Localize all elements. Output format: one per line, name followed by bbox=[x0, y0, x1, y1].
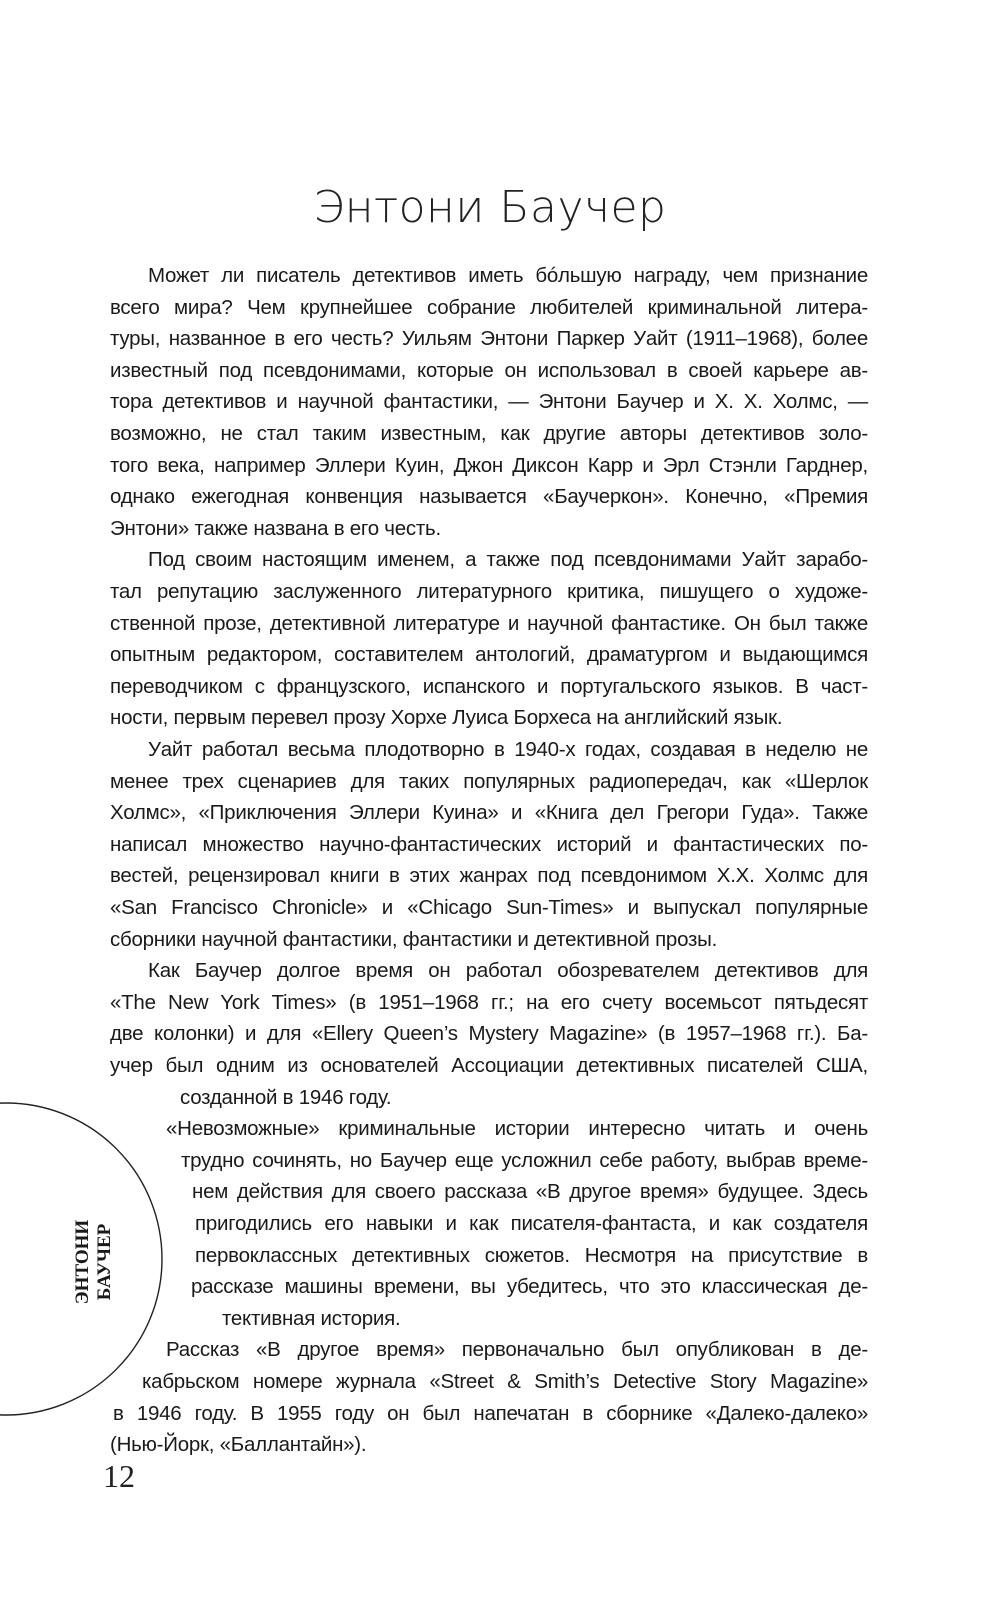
text-line: известный под псевдонимами, которые он использовал в своей карьере ав- bbox=[110, 358, 868, 382]
text-line: опытным редактором, составителем антологий, драматургом и выдающимся bbox=[110, 643, 868, 667]
side-author-label bbox=[72, 1212, 116, 1312]
text-line: тора детективов и научной фантастики, — Энтони Баучер и Х. Х. Холмс, — bbox=[110, 390, 868, 414]
text-line: переводчиком с французского, испанского и португальского языков. В част- bbox=[110, 674, 868, 698]
text-line: «Невозможные» криминальные истории интересно читать и очень bbox=[166, 1117, 868, 1141]
text-line: нем действия для своего рассказа «В другое время» будущее. Здесь bbox=[192, 1180, 868, 1204]
side-label-line1: ЭНТОНИ bbox=[72, 1219, 93, 1305]
text-line: ственной прозе, детективной литературе и научной фантастике. Он был также bbox=[110, 611, 868, 635]
text-line: «San Francisco Chronicle» и «Chicago Sun-Times» и выпускал популярные bbox=[110, 896, 868, 919]
text-line: сборники научной фантастики, фантастики и детективной прозы. bbox=[110, 927, 718, 951]
text-line: Холмс», «Приключения Эллери Куина» и «Книга дел Грегори Гуда». Также bbox=[110, 801, 868, 825]
text-line: вестей, рецензировал книги в этих жанрах под псевдонимом Х.Х. Холмс для bbox=[110, 864, 868, 888]
chapter-title: Энтони Баучер bbox=[313, 182, 667, 233]
side-label-line2: БАУЧЕР bbox=[94, 1223, 115, 1301]
text-line: написал множество научно-фантастических историй и фантастических по- bbox=[110, 832, 868, 856]
text-line: первоклассных детективных сюжетов. Несмотря на присутствие в bbox=[195, 1243, 868, 1267]
text-line: однако ежегодная конвенция называется «Баучеркон». Конечно, «Премия bbox=[110, 485, 868, 509]
text-line: ности, первым перевел прозу Хорхе Луиса Борхеса на английский язык. bbox=[110, 706, 783, 730]
page-number: 12 bbox=[103, 1458, 135, 1494]
text-line: рассказе машины времени, вы убедитесь, что это классическая де- bbox=[191, 1275, 868, 1299]
text-line: менее трех сценариев для таких популярных радиопередач, как «Шерлок bbox=[110, 769, 868, 793]
text-line: созданной в 1946 году. bbox=[180, 1085, 392, 1109]
text-line: тективная история. bbox=[222, 1306, 401, 1330]
text-line: учер был одним из основателей Ассоциации детективных писателей США, bbox=[110, 1054, 868, 1077]
text-line: Уайт работал весьма плодотворно в 1940-х годах, создавая в неделю не bbox=[148, 738, 868, 761]
text-line: Под своим настоящим именем, а также под псевдонимами Уайт зарабо- bbox=[148, 548, 868, 572]
text-line: (Нью-Йорк, «Баллантайн»). bbox=[110, 1433, 367, 1457]
text-line: трудно сочинять, но Баучер еще усложнил себе работу, выбрав време- bbox=[181, 1148, 868, 1172]
text-line: того века, например Эллери Куин, Джон Диксон Карр и Эрл Стэнли Гарднер, bbox=[110, 453, 868, 477]
text-line: кабрьском номере журнала «Street & Smith’s Detective Story Magazine» bbox=[142, 1370, 868, 1393]
text-line: Рассказ «В другое время» первоначально был опубликован в де- bbox=[166, 1338, 868, 1362]
text-line: всего мира? Чем крупнейшее собрание любителей криминальной литера- bbox=[110, 295, 868, 319]
text-line: Может ли писатель детективов иметь бóльшую награду, чем признание bbox=[148, 264, 868, 287]
text-line: пригодились его навыки и как писателя-фантаста, и как создателя bbox=[195, 1212, 868, 1235]
text-line: «The New York Times» (в 1951–1968 гг.; на его счету восемьсот пятьдесят bbox=[110, 990, 868, 1014]
text-line: в 1946 году. В 1955 году он был напечатан в сборнике «Далеко-далеко» bbox=[113, 1401, 868, 1425]
text-line: Как Баучер долгое время он работал обозревателем детективов для bbox=[148, 959, 868, 983]
text-line: возможно, не стал таким известным, как другие авторы детективов золо- bbox=[110, 422, 868, 445]
text-line: Энтони» также названа в его честь. bbox=[110, 516, 441, 540]
text-line: тал репутацию заслуженного литературного критика, пишущего о художе- bbox=[110, 580, 868, 603]
text-line: туры, названное в его честь? Уильям Энтони Паркер Уайт (1911–1968), более bbox=[110, 327, 868, 351]
text-line: две колонки) и для «Ellery Queen’s Mystery Magazine» (в 1957–1968 гг.). Ба- bbox=[110, 1022, 868, 1046]
